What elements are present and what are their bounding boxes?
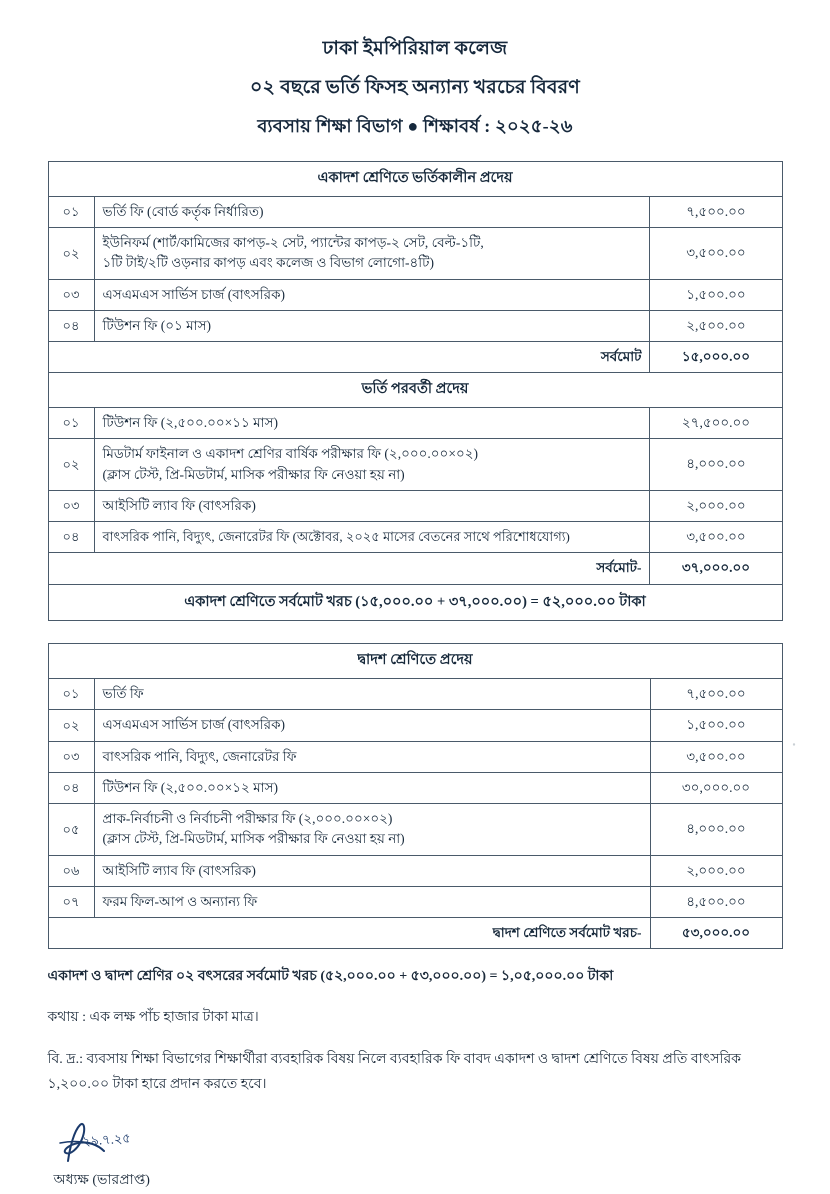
total-row: [48, 342, 782, 373]
row-description: টিউশন ফি (০১ মাস): [94, 310, 650, 341]
signature-mark: [54, 1123, 284, 1167]
row-description: টিউশন ফি (২,৫০০.০০×১১ মাস): [94, 408, 650, 439]
row-amount: ২,৫০০.০০: [650, 310, 782, 341]
table-row: [48, 196, 782, 227]
row-amount: ২৭,৫০০.০০: [650, 408, 782, 439]
signature-block: [54, 1123, 284, 1194]
row-serial: ০২: [48, 439, 94, 491]
total-label: সর্বমোট-: [48, 553, 650, 584]
total-amount: ১৫,০০০.০০: [650, 342, 782, 373]
table-row: [48, 408, 782, 439]
document-header: [46, 34, 784, 143]
row-amount: ৭,৫০০.০০: [650, 196, 782, 227]
total-amount: ৫৩,০০০.০০: [650, 918, 782, 949]
row-description-line1: ইউনিফর্ম (শার্ট/কামিজের কাপড়-২ সেট, প্যান্টের কাপড়-২ সেট, বেল্ট-১টি,: [102, 235, 484, 250]
table-row: [48, 679, 782, 710]
row-amount: ৩,৫০০.০০: [650, 522, 782, 553]
table-row: [48, 490, 782, 521]
row-amount: ৪,০০০.০০: [650, 439, 782, 491]
row-description: ভর্তি ফি: [94, 679, 650, 710]
row-serial: ০৩: [48, 279, 94, 310]
row-serial: ০৪: [48, 310, 94, 341]
document-footer: [48, 965, 783, 1194]
table-row: [48, 804, 782, 856]
row-description: এসএমএস সার্ভিস চার্জ (বাৎসরিক): [94, 710, 650, 741]
row-description: টিউশন ফি (২,৫০০.০০×১২ মাস): [94, 772, 650, 803]
row-amount: ৭,৫০০.০০: [650, 679, 782, 710]
row-amount: ৪,০০০.০০: [650, 804, 782, 856]
college-name: ঢাকা ইমপিরিয়াল কলেজ: [322, 38, 508, 59]
row-serial: ০৪: [48, 772, 94, 803]
row-serial: ০২: [48, 228, 94, 280]
row-description-line2: ১টি টাই/২টি ওড়নার কাপড় এবং কলেজ ও বিভাগ লোগো-৪টি): [102, 255, 434, 271]
section-title-post-admission: ভর্তি পরবর্তী প্রদেয়: [48, 373, 782, 408]
row-description: ভর্তি ফি (বোর্ড কর্তৃক নির্ধারিত): [94, 196, 650, 227]
table-row: [48, 439, 782, 491]
page-smudge-mark: ꞏ: [792, 737, 797, 752]
row-description-line1: প্রাক-নির্বাচনী ও নির্বাচনী পরীক্ষার ফি (২,০০০.০০×০২): [102, 811, 393, 826]
total-amount: ৩৭,০০০.০০: [650, 553, 782, 584]
row-amount: ২,০০০.০০: [650, 855, 782, 886]
row-serial: ০১: [48, 679, 94, 710]
table-spacer: [46, 621, 784, 643]
section-title-admission: একাদশ শ্রেণিতে ভর্তিকালীন প্রদেয়: [48, 162, 782, 197]
row-amount: ১,৫০০.০০: [650, 279, 782, 310]
row-serial: ০৩: [48, 490, 94, 521]
table-row: [48, 741, 782, 772]
table-row: [48, 886, 782, 917]
row-description-line2: (ক্লাস টেস্ট, প্রি-মিডটার্ম, মাসিক পরীক্ষার ফি নেওয়া হয় না): [102, 466, 405, 482]
row-amount: ৩,৫০০.০০: [650, 228, 782, 280]
department-session: ব্যবসায় শিক্ষা বিভাগ ● শিক্ষাবর্ষ : ২০২৫-২৬: [257, 116, 573, 136]
row-description: ফরম ফিল-আপ ও অন্যান্য ফি: [94, 886, 650, 917]
table-row: [48, 279, 782, 310]
practical-fee-note: বি. দ্র.: ব্যবসায় শিক্ষা বিভাগের শিক্ষার্থীরা ব্যবহারিক বিষয় নিলে ব্যবহারিক ফি বাবদ একাদশ ও দ্বাদশ শ্রেণিতে বিষয় প্রতি বাৎসরিক ১,২০০.০০ টাকা হারে প্রদান করতে হবে।: [47, 1052, 741, 1092]
row-serial: ০৫: [48, 804, 94, 856]
class-twelve-fee-table: [48, 643, 783, 949]
row-amount: ১,৫০০.০০: [650, 710, 782, 741]
table-row: [48, 310, 782, 341]
row-description: [94, 439, 650, 491]
signatory-title: অধ্যক্ষ (ভারপ্রাপ্ত): [53, 1173, 150, 1189]
document-subtitle: ০২ বছরে ভর্তি ফিসহ অন্যান্য খরচের বিবরণ: [250, 77, 580, 98]
row-amount: ৩,৫০০.০০: [650, 741, 782, 772]
amount-in-words: কথায় : এক লক্ষ পাঁচ হাজার টাকা মাত্র।: [47, 1009, 259, 1025]
row-serial: ০৭: [48, 886, 94, 917]
total-label: সর্বমোট: [48, 342, 650, 373]
class-eleven-fee-table: [48, 161, 783, 621]
table-row: [48, 228, 782, 280]
table-row: [48, 855, 782, 886]
table-row: [48, 772, 782, 803]
total-row: [48, 553, 782, 584]
total-label: দ্বাদশ শ্রেণিতে সর্বমোট খরচ-: [48, 918, 650, 949]
row-description: আইসিটি ল্যাব ফি (বাৎসরিক): [94, 490, 650, 521]
row-description: আইসিটি ল্যাব ফি (বাৎসরিক): [94, 855, 650, 886]
row-description: বাৎসরিক পানি, বিদ্যুৎ, জেনারেটর ফি: [94, 741, 650, 772]
section-header-row: [48, 162, 782, 197]
row-amount: ৪,৫০০.০০: [650, 886, 782, 917]
table-row: [48, 522, 782, 553]
row-description-line1: মিডটার্ম ফাইনাল ও একাদশ শ্রেণির বার্ষিক পরীক্ষার ফি (২,০০০.০০×০২): [102, 446, 478, 462]
table-row: [48, 710, 782, 741]
two-year-grand-total: একাদশ ও দ্বাদশ শ্রেণির ০২ বৎসরের সর্বমোট খরচ (৫২,০০০.০০ + ৫৩,০০০.০০) = ১,০৫,০০০.০০ টাকা: [47, 969, 614, 985]
section-title-class-twelve: দ্বাদশ শ্রেণিতে প্রদেয়: [48, 644, 782, 679]
row-serial: ০১: [48, 408, 94, 439]
row-amount: ৩০,০০০.০০: [650, 772, 782, 803]
row-description: বাৎসরিক পানি, বিদ্যুৎ, জেনারেটর ফি (অক্টোবর, ২০২৫ মাসের বেতনের সাথে পরিশোধযোগ্য): [94, 522, 650, 553]
signature-date: ২৯.৭.২৫: [80, 1130, 131, 1149]
row-description: এসএমএস সার্ভিস চার্জ (বাৎসরিক): [94, 279, 650, 310]
row-serial: ০১: [48, 196, 94, 227]
class-eleven-grand-total: একাদশ শ্রেণিতে সর্বমোট খরচ (১৫,০০০.০০ + ৩৭,০০০.০০) = ৫২,০০০.০০ টাকা: [48, 584, 782, 621]
section-header-row: [48, 373, 782, 408]
row-serial: ০৪: [48, 522, 94, 553]
section-header-row: [48, 644, 782, 679]
row-description-line2: (ক্লাস টেস্ট, প্রি-মিডটার্ম, মাসিক পরীক্ষার ফি নেওয়া হয় না): [102, 831, 405, 847]
grand-total-row: [48, 584, 782, 621]
total-row: [48, 918, 782, 949]
row-serial: ০২: [48, 710, 94, 741]
row-serial: ০৬: [48, 855, 94, 886]
row-description: [94, 804, 650, 856]
row-serial: ০৩: [48, 741, 94, 772]
row-amount: ২,০০০.০০: [650, 490, 782, 521]
row-description: [94, 228, 650, 280]
